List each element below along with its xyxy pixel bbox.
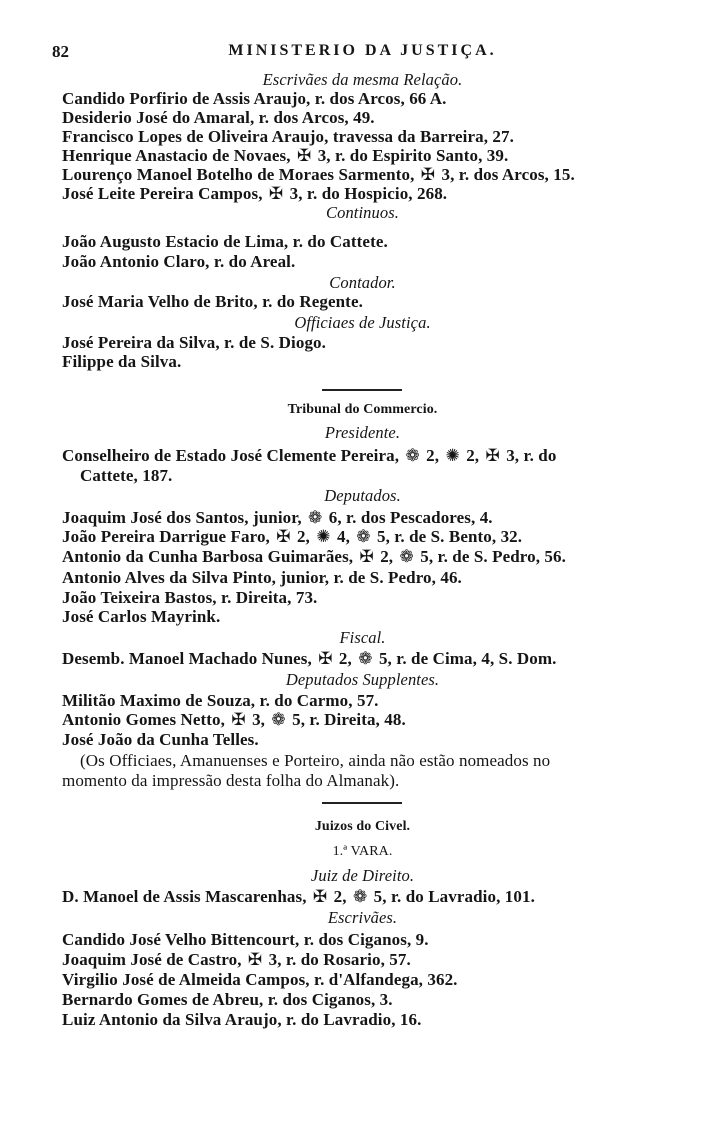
directory-entry <box>62 252 295 272</box>
directory-entry <box>62 607 220 627</box>
directory-entry <box>62 588 317 608</box>
cross-icon: ✠ <box>318 649 333 668</box>
section-divider <box>322 802 402 804</box>
role-heading: Officiaes de Justiça. <box>294 313 431 332</box>
directory-entry <box>62 146 508 166</box>
running-header <box>0 42 725 64</box>
entry-text: João Augusto Estacio de Lima, r. do Cattete. <box>62 232 388 251</box>
role-heading: Contador. <box>329 273 396 292</box>
directory-entry <box>62 950 411 970</box>
medal-round-icon: ✺ <box>445 446 460 465</box>
medal-round-icon: ✺ <box>316 527 331 546</box>
cross-icon: ✠ <box>296 146 312 165</box>
entry-text: Bernardo Gomes de Abreu, r. dos Ciganos, 3. <box>62 990 393 1009</box>
entry-text: Candido José Velho Bittencourt, r. dos Ciganos, 9. <box>62 930 429 949</box>
cross-icon: ✠ <box>247 950 263 969</box>
entry-text: José Maria Velho de Brito, r. do Regente. <box>62 292 363 311</box>
entry-text: 3, r. dos Arcos, 15. <box>437 165 575 184</box>
entry-text: José João da Cunha Telles. <box>62 730 259 749</box>
entry-text: Desiderio José do Amaral, r. dos Arcos, 49. <box>62 108 375 127</box>
directory-entry <box>62 108 375 128</box>
entry-text: 5, r. do Lavradio, 101. <box>369 887 535 906</box>
directory-entry <box>62 691 379 711</box>
entry-text: 2, <box>421 446 444 465</box>
entry-text: 2, <box>329 887 351 906</box>
entry-text: 2, <box>461 446 484 465</box>
directory-entry <box>62 232 388 252</box>
section-divider <box>322 389 402 391</box>
directory-entry <box>62 990 393 1010</box>
directory-entry <box>62 710 406 730</box>
medal-rose-icon: ❁ <box>308 508 323 527</box>
medal-rose-icon: ❁ <box>358 649 373 668</box>
entry-text: João Antonio Claro, r. do Areal. <box>62 252 296 271</box>
entry-text: (Os Officiaes, Amanuenses e Porteiro, ainda não estão nomeados no <box>80 751 551 770</box>
medal-rose-icon: ❁ <box>356 527 371 546</box>
entry-text: Filippe da Silva. <box>62 352 182 371</box>
directory-entry <box>62 547 566 567</box>
entry-text: 3, <box>247 710 270 729</box>
entry-text: 2, <box>375 547 398 566</box>
entry-text: Cattete, 187. <box>80 466 173 485</box>
page-number: 82 <box>52 42 69 61</box>
directory-entry <box>62 508 493 528</box>
cross-icon: ✠ <box>312 887 328 906</box>
entry-text: 5, r. de S. Bento, 32. <box>372 527 523 546</box>
section-heading: Juizos do Civel. <box>314 819 411 834</box>
entry-text: Antonio da Cunha Barbosa Guimarães, <box>62 547 358 566</box>
entry-text: 3, r. do <box>501 446 557 465</box>
medal-rose-icon: ❁ <box>352 887 368 906</box>
entry-text: 4, <box>332 527 355 546</box>
directory-entry <box>62 127 514 147</box>
note-text <box>62 771 399 791</box>
medal-rose-icon: ❁ <box>399 547 414 566</box>
entry-text: Francisco Lopes de Oliveira Araujo, travessa da Barreira, 27. <box>62 127 514 146</box>
directory-entry <box>62 89 447 109</box>
entry-text: Joaquim José de Castro, <box>62 950 246 969</box>
cross-icon: ✠ <box>359 547 374 566</box>
role-heading: Fiscal. <box>339 628 386 647</box>
entry-text: Joaquim José dos Santos, junior, <box>62 508 307 527</box>
subsection-heading: 1.ª VARA. <box>332 844 393 859</box>
directory-entry <box>62 887 535 907</box>
entry-text: João Pereira Darrigue Faro, <box>62 527 275 546</box>
directory-entry <box>62 730 259 750</box>
cross-icon: ✠ <box>231 710 246 729</box>
page-title: MINISTERIO DA JUSTIÇA. <box>228 42 497 59</box>
role-heading: Escrivães. <box>327 908 398 927</box>
role-heading: Continuos. <box>326 203 399 222</box>
entry-text: Antonio Gomes Netto, <box>62 710 230 729</box>
entry-text: João Teixeira Bastos, r. Direita, 73. <box>62 588 318 607</box>
entry-text: José Pereira da Silva, r. de S. Diogo. <box>62 333 326 352</box>
entry-text: Antonio Alves da Silva Pinto, junior, r. de S. Pedro, 46. <box>62 568 462 587</box>
entry-text: Candido Porfirio de Assis Araujo, r. dos Arcos, 66 A. <box>62 89 447 108</box>
section-heading: Tribunal do Commercio. <box>287 402 438 417</box>
entry-text: 2, <box>334 649 357 668</box>
entry-text: 2, <box>292 527 315 546</box>
directory-entry <box>62 568 462 588</box>
role-heading: Presidente. <box>324 423 401 442</box>
entry-text: 3, r. do Rosario, 57. <box>264 950 411 969</box>
directory-entry <box>62 970 458 990</box>
note-text <box>80 751 550 771</box>
directory-entry <box>62 352 181 372</box>
cross-icon: ✠ <box>485 446 500 465</box>
entry-text: Lourenço Manoel Botelho de Moraes Sarmento, <box>62 165 419 184</box>
role-heading: Deputados Supplentes. <box>285 670 440 689</box>
cross-icon: ✠ <box>420 165 436 184</box>
directory-entry <box>62 649 556 669</box>
entry-text: 5, r. de Cima, 4, S. Dom. <box>374 649 557 668</box>
entry-text: 5, r. de S. Pedro, 56. <box>415 547 566 566</box>
entry-text: José Carlos Mayrink. <box>62 607 221 626</box>
medal-rose-icon: ❁ <box>405 446 420 465</box>
cross-icon: ✠ <box>276 527 291 546</box>
entry-text: 3, r. do Hospicio, 268. <box>285 184 448 203</box>
directory-entry <box>62 165 575 185</box>
entry-text: Conselheiro de Estado José Clemente Pereira, <box>62 446 404 465</box>
directory-entry <box>80 466 172 486</box>
entry-text: José Leite Pereira Campos, <box>62 184 267 203</box>
entry-text: Desemb. Manoel Machado Nunes, <box>62 649 317 668</box>
role-heading: Deputados. <box>324 486 401 505</box>
entry-text: Militão Maximo de Souza, r. do Carmo, 57. <box>62 691 379 710</box>
entry-text: 6, r. dos Pescadores, 4. <box>324 508 493 527</box>
entry-text: 5, r. Direita, 48. <box>287 710 406 729</box>
cross-icon: ✠ <box>268 184 284 203</box>
entry-text: momento da impressão desta folha do Almanak). <box>62 771 400 790</box>
entry-text: 3, r. do Espirito Santo, 39. <box>313 146 509 165</box>
directory-entry <box>62 527 522 547</box>
directory-entry <box>62 184 447 204</box>
medal-rose-icon: ❁ <box>271 710 286 729</box>
directory-entry <box>62 446 556 466</box>
entry-text: Henrique Anastacio de Novaes, <box>62 146 295 165</box>
directory-entry <box>62 333 326 353</box>
role-heading: Escrivães da mesma Relação. <box>262 70 463 89</box>
entry-text: D. Manoel de Assis Mascarenhas, <box>62 887 311 906</box>
directory-entry <box>62 930 429 950</box>
directory-entry <box>62 1010 421 1030</box>
entry-text: Luiz Antonio da Silva Araujo, r. do Lavradio, 16. <box>62 1010 422 1029</box>
entry-text: Virgilio José de Almeida Campos, r. d'Alfandega, 362. <box>62 970 458 989</box>
role-heading: Juiz de Direito. <box>310 866 415 885</box>
directory-entry <box>62 292 363 312</box>
